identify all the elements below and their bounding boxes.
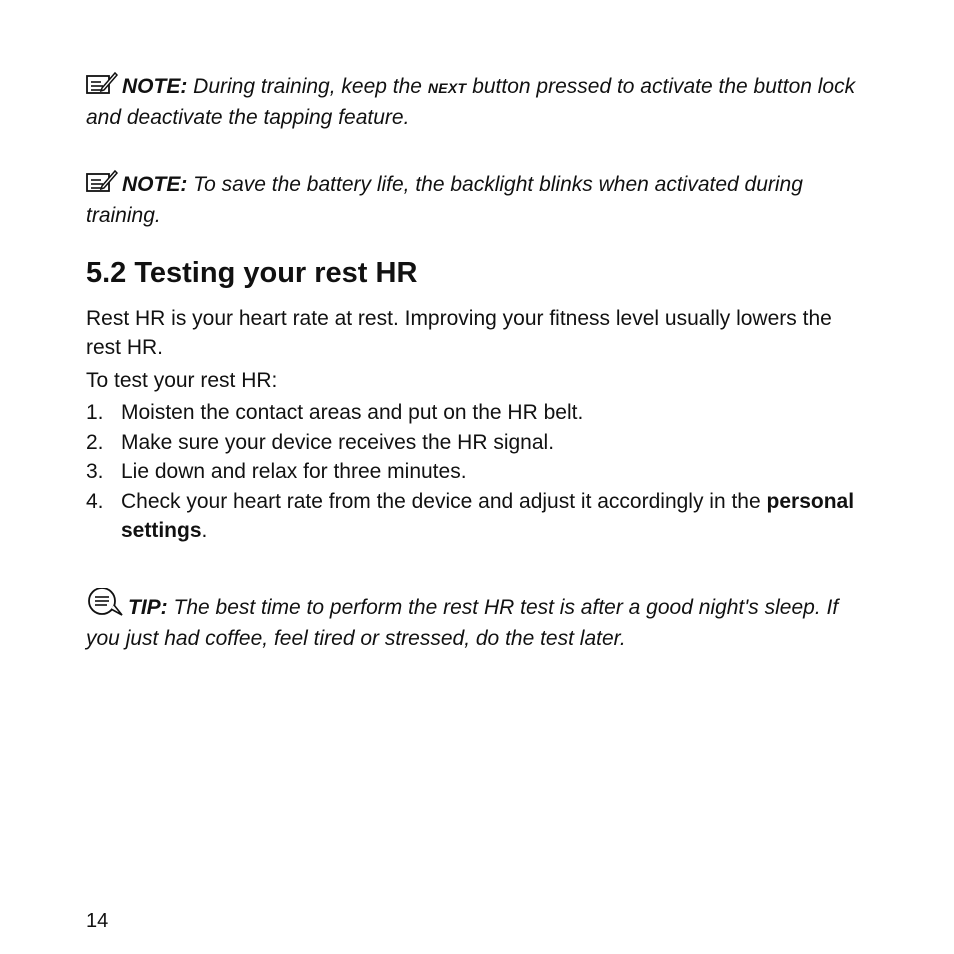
list-item xyxy=(86,398,866,428)
note-block-button-lock xyxy=(86,71,866,132)
note-label: NOTE: xyxy=(122,173,188,196)
intro-paragraph: Rest HR is your heart rate at rest. Improving your fitness level usually lowers the rest HR. xyxy=(86,307,832,359)
section-title: Testing your rest HR xyxy=(134,257,418,289)
list-item xyxy=(86,457,866,487)
step-number: 1. xyxy=(86,401,104,424)
tip-text: The best time to perform the rest HR test is after a good night's sleep. If you just had coffee, feel tired or stressed, do the test later. xyxy=(86,596,839,650)
personal-settings-term: personal settings xyxy=(121,489,855,542)
page-number: 14 xyxy=(86,910,109,932)
section-heading xyxy=(86,253,417,293)
tip-label: TIP: xyxy=(128,596,168,619)
note-pencil-icon xyxy=(86,169,118,201)
note-text: During training, keep the xyxy=(187,75,428,98)
step-text: Make sure your device receives the HR signal. xyxy=(121,430,555,454)
step-text: Lie down and relax for three minutes. xyxy=(121,460,467,483)
tip-block xyxy=(86,588,866,653)
step-text: Moisten the contact areas and put on the HR belt. xyxy=(121,401,584,424)
note-text: button pressed to activate the button lock and deactivate the tapping feature. xyxy=(86,75,856,129)
step-number: 4. xyxy=(86,489,104,513)
manual-page xyxy=(86,0,866,954)
list-item xyxy=(86,487,866,546)
step-number: 3. xyxy=(86,460,104,483)
section-number: 5.2 xyxy=(86,257,127,289)
steps-list xyxy=(86,398,866,546)
tip-speech-bubble-icon xyxy=(86,588,124,624)
step-text-tail: . xyxy=(201,519,208,542)
note-text: To save the battery life, the backlight blinks when activated during training. xyxy=(86,173,803,227)
step-number: 2. xyxy=(86,430,104,454)
list-item xyxy=(86,428,866,458)
steps-intro: To test your rest HR: xyxy=(86,369,278,392)
note-label: NOTE: xyxy=(122,75,188,98)
note-pencil-icon xyxy=(86,71,118,103)
note-block-backlight xyxy=(86,169,866,230)
next-button-key-label: NEXT xyxy=(427,80,467,96)
step-text: Check your heart rate from the device and adjust it accordingly in the xyxy=(121,489,767,513)
